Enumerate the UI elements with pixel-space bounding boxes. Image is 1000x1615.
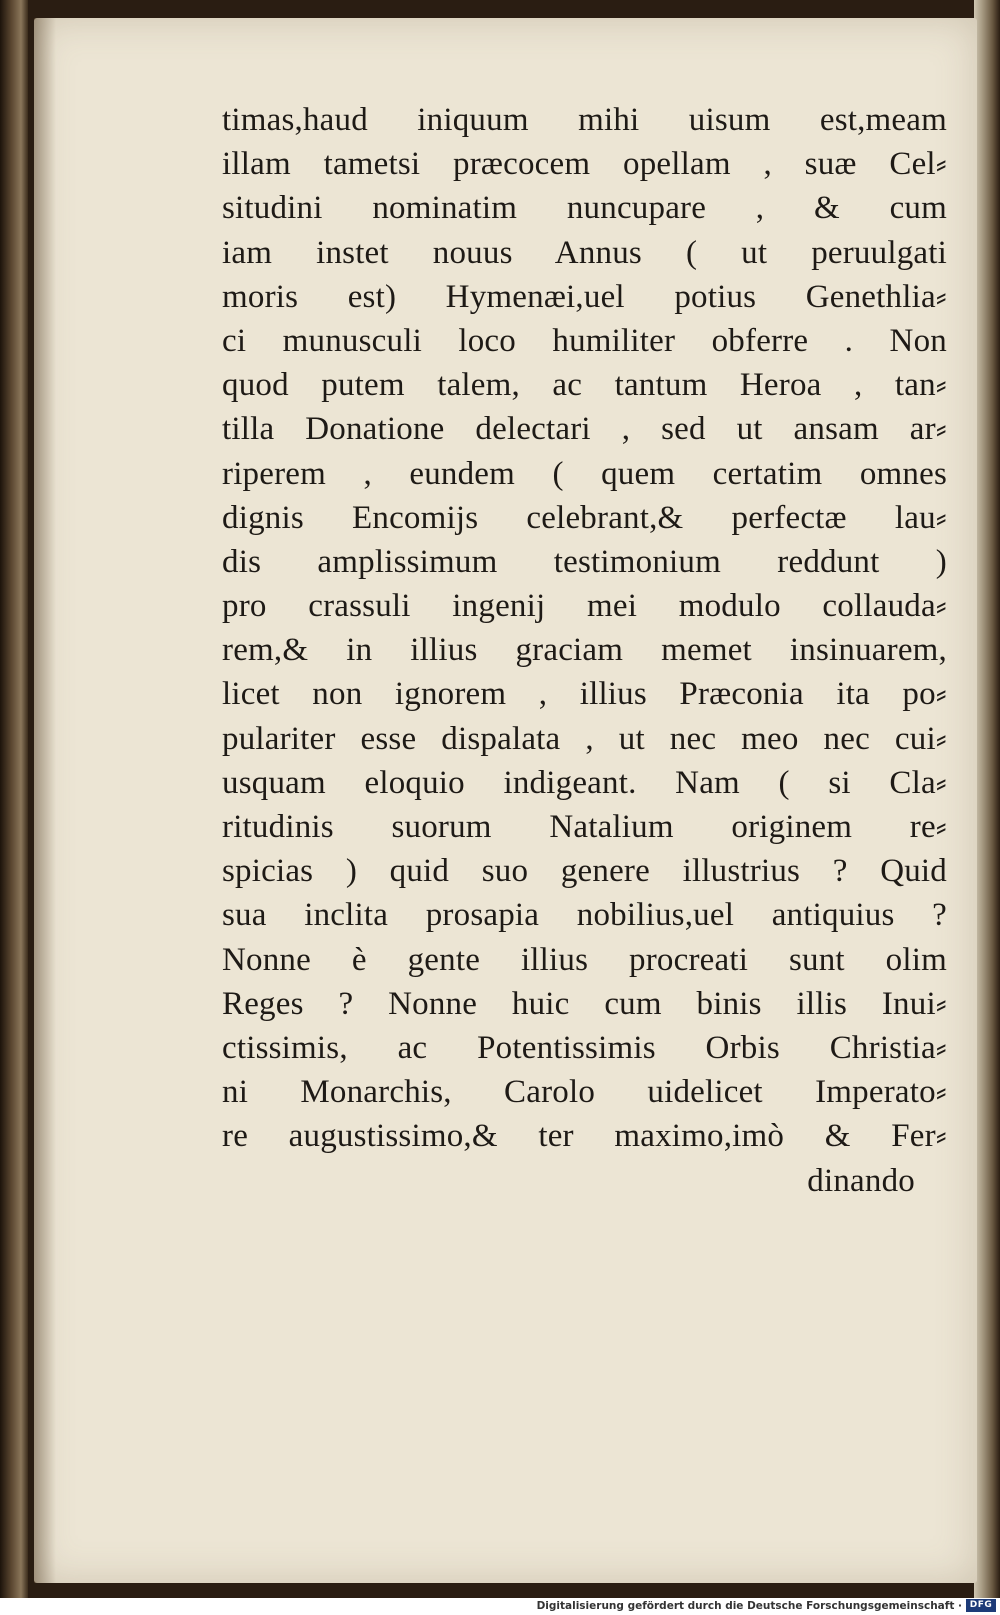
text-line: pulariter esse dispalata , ut nec meo nec cui⸗ [222,720,947,757]
text-line: riperem , eundem ( quem certatim omnes [222,455,947,492]
book-binding-edge [0,0,28,1598]
text-line: tilla Donatione delectari , sed ut ansam ar⸗ [222,411,947,448]
text-line: dignis Encomijs celebrant,& perfectæ lau⸗ [222,499,947,536]
text-line: licet non ignorem , illius Præconia ita po⸗ [222,676,947,713]
text-line: quod putem talem, ac tantum Heroa , tan⸗ [222,367,947,404]
text-line: spicias ) quid suo genere illustrius ? Quid [222,853,947,890]
funding-credit: Digitalisierung gefördert durch die Deutsche Forschungsgemeinschaft · [536,1600,962,1612]
text-line: rem,& in illius graciam memet insinuarem, [222,632,947,669]
catchword: dinando [807,1162,915,1199]
page-stack-edge [974,0,1000,1598]
text-line: illam tametsi præcocem opellam , suæ Cel⸗ [222,146,947,183]
dfg-logo[interactable]: DFG [966,1599,996,1612]
text-line: re augustissimo,& ter maximo,imò & Fer⸗ [222,1118,947,1155]
text-line: situdini nominatim nuncupare , & cum [222,190,947,227]
text-line: ctissimis, ac Potentissimis Orbis Christia⸗ [222,1029,947,1066]
text-line: sua inclita prosapia nobilius,uel antiquius ? [222,897,947,934]
text-line: ni Monarchis, Carolo uidelicet Imperato⸗ [222,1074,947,1111]
text-line: pro crassuli ingenij mei modulo collauda⸗ [222,588,947,625]
text-line: ci munusculi loco humiliter obferre . Non [222,322,947,359]
text-line: Nonne è gente illius procreati sunt olim [222,941,947,978]
page-gutter-shadow [34,18,56,1583]
text-line: iam instet nouus Annus ( ut peruulgati [222,234,947,271]
text-line: timas,haud iniquum mihi uisum est,meam [222,102,947,138]
text-line: ritudinis suorum Natalium originem re⸗ [222,809,947,845]
page-text [222,98,947,1203]
text-line: Reges ? Nonne huic cum binis illis Inui⸗ [222,985,947,1022]
text-line: dis amplissimum testimonium reddunt ) [222,543,947,580]
footer-bar [0,1598,1000,1615]
text-line: moris est) Hymenæi,uel potius Genethlia⸗ [222,278,947,315]
text-line: usquam eloquio indigeant. Nam ( si Cla⸗ [222,764,947,801]
